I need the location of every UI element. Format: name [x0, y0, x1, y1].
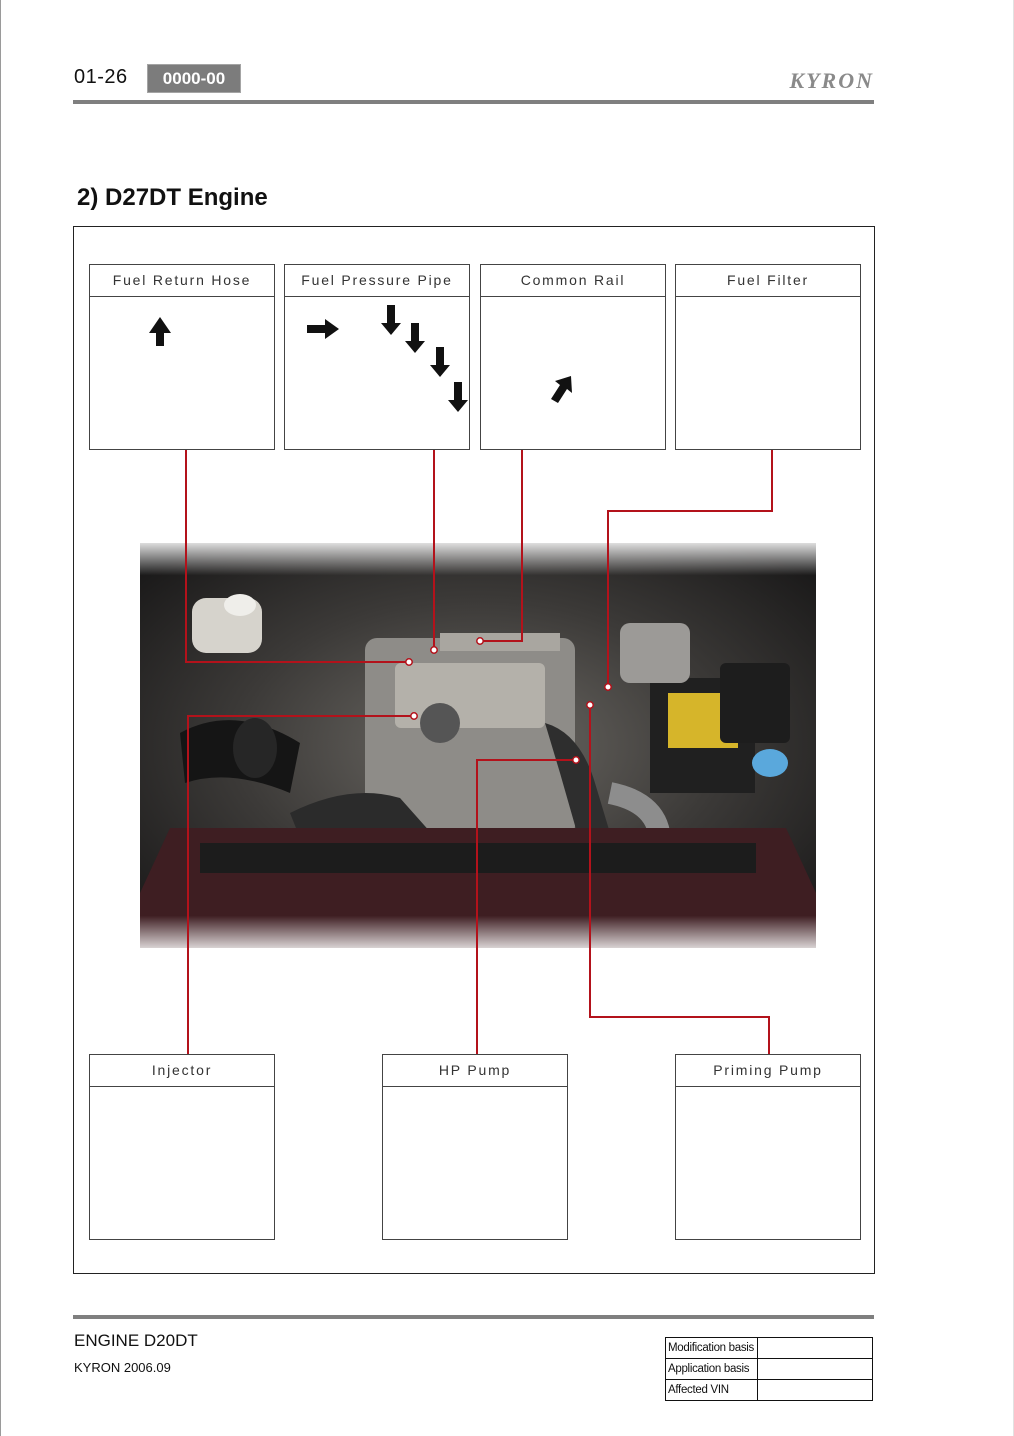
label-box-fuel-return-hose: [89, 264, 275, 450]
table-cell-value: [758, 1359, 873, 1380]
label-common-rail: Common Rail: [481, 265, 665, 297]
label-box-fuel-pressure-pipe: [284, 264, 470, 450]
arrow-up-right-icon: [481, 297, 665, 449]
arrow-down-icon: [405, 323, 425, 353]
label-box-priming-pump: [675, 1054, 861, 1240]
page-edge: [0, 0, 1, 1436]
label-fuel-return-hose: Fuel Return Hose: [90, 265, 274, 297]
table-row: [666, 1359, 873, 1380]
footer-subtitle: KYRON 2006.09: [74, 1360, 171, 1375]
footer-title: ENGINE D20DT: [74, 1331, 198, 1350]
label-box-fuel-filter: [675, 264, 861, 450]
label-injector: Injector: [90, 1055, 274, 1087]
section-code-badge: 0000-00: [147, 64, 241, 93]
label-fuel-filter: Fuel Filter: [676, 265, 860, 297]
table-cell-value: [758, 1338, 873, 1359]
table-cell-label: Modification basis: [666, 1338, 758, 1359]
arrow-up-icon: [90, 297, 274, 449]
table-cell-label: Affected VIN: [666, 1380, 758, 1401]
label-priming-pump: Priming Pump: [676, 1055, 860, 1087]
footer-rule: [73, 1315, 874, 1319]
header-rule: [73, 100, 874, 104]
section-title: 2) D27DT Engine: [77, 184, 268, 211]
label-hp-pump: HP Pump: [383, 1055, 567, 1087]
engine-bay-photo: [140, 543, 816, 948]
table-cell-value: [758, 1380, 873, 1401]
label-box-common-rail: [480, 264, 666, 450]
table-row: [666, 1338, 873, 1359]
brand-logo: KYRON: [789, 68, 874, 93]
label-fuel-pressure-pipe: Fuel Pressure Pipe: [285, 265, 469, 297]
arrow-down-icon: [430, 347, 450, 377]
arrow-down-icon: [381, 305, 401, 335]
arrow-icons-group: [285, 297, 469, 449]
arrow-right-icon: [307, 319, 339, 339]
page-number: 01-26: [74, 66, 128, 88]
revision-table: [665, 1337, 873, 1401]
label-box-injector: [89, 1054, 275, 1240]
table-cell-label: Application basis: [666, 1359, 758, 1380]
label-box-hp-pump: [382, 1054, 568, 1240]
arrow-down-icon: [448, 382, 468, 412]
table-row: [666, 1380, 873, 1401]
